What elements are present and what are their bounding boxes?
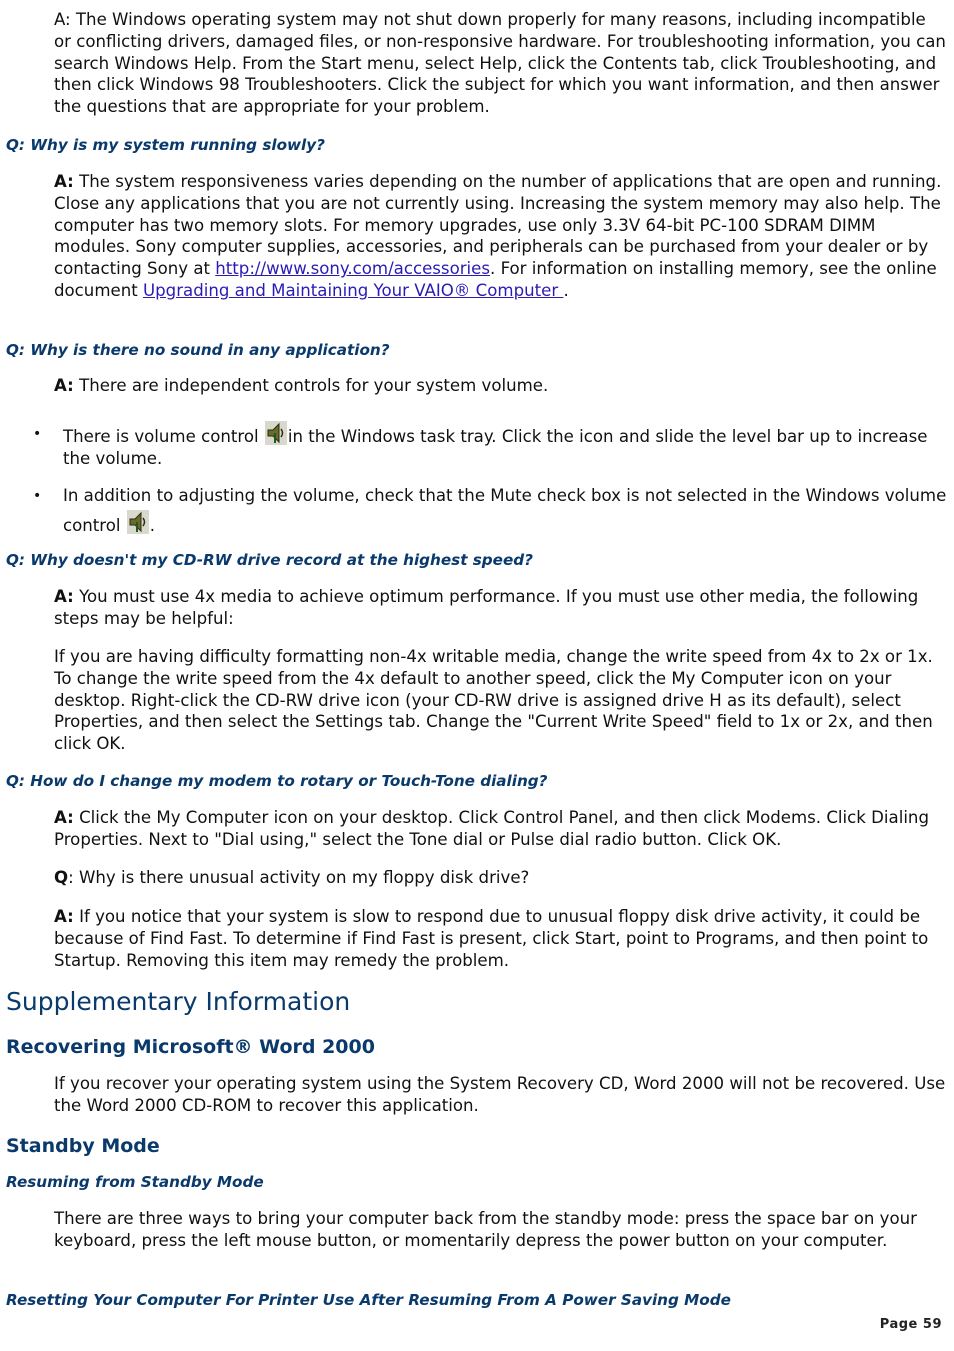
answer-sound <box>54 375 946 397</box>
upgrading-vaio-link[interactable]: Upgrading and Maintaining Your VAIO® Computer <box>143 280 564 300</box>
answer-slow-text: The system responsiveness varies depending on the number of applications that are open and running. Close any applications that you are not currently using. Increasing the system memory may also help. The computer has two memory slots. For memory upgrades, use only 3.3V 64-bit PC-100 SDRAM DIMM modules. Sony computer supplies, accessories, and peripherals can be purchased from your dealer or by contacting Sony at <box>54 172 942 279</box>
heading-word-2000: Recovering Microsoft® Word 2000 <box>6 1036 375 1058</box>
subheading-printer-reset: Resetting Your Computer For Printer Use After Resuming From A Power Saving Mode <box>6 1291 731 1309</box>
answer-slow-end: . <box>563 280 569 300</box>
question-floppy <box>54 867 946 889</box>
answer-label: A: <box>54 808 74 827</box>
question-cdrw: Q: Why doesn't my CD-RW drive record at the highest speed? <box>6 551 533 569</box>
bullet1-text-a: There is volume control <box>63 427 264 446</box>
bullet2-text-a: In addition to adjusting the volume, check that the Mute check box is not selected in the Windows volume control <box>63 486 947 535</box>
bullet2-text-b: . <box>149 516 156 535</box>
answer-label: A: <box>54 587 74 606</box>
bullet-volume-tray <box>63 421 947 470</box>
answer-floppy <box>54 906 946 971</box>
answer-label: A: <box>54 172 74 191</box>
answer-modem <box>54 807 946 851</box>
answer-cdrw-text: You must use 4x media to achieve optimum performance. If you must use other media, the following steps may be helpful: <box>54 587 919 628</box>
answer-cdrw <box>54 586 946 630</box>
bullet-mute-check <box>63 482 947 540</box>
speaker-volume-icon[interactable] <box>265 421 287 445</box>
subheading-resume-standby: Resuming from Standby Mode <box>6 1173 264 1191</box>
bullet-dot: • <box>33 488 42 504</box>
answer-floppy-text: If you notice that your system is slow to respond due to unusual floppy disk drive activity, it could be because of Find Fast. To determine if Find Fast is present, click Start, point to Programs, and then point to Startup. Removing this item may remedy the problem. <box>54 907 929 970</box>
answer-modem-text: Click the My Computer icon on your desktop. Click Control Panel, and then click Modems. Click Dialing Properties. Next to "Dial using," select the Tone dial or Pulse dial radio button. Click OK. <box>54 808 929 849</box>
intro-answer: A: The Windows operating system may not shut down properly for many reasons, including incompatible or conflicting drivers, damaged files, or non-responsive hardware. For troubleshooting information, you can search Windows Help. From the Start menu, select Help, click the Contents tab, click Troubleshooting, and then click Windows 98 Troubleshooters. Click the subject for which you want information, and then answer the questions that are appropriate for your problem. <box>54 10 946 117</box>
heading-standby: Standby Mode <box>6 1135 160 1157</box>
question-sound: Q: Why is there no sound in any application? <box>6 341 390 359</box>
word-paragraph: If you recover your operating system using the System Recovery CD, Word 2000 will not be recovered. Use the Word 2000 CD-ROM to recover this application. <box>54 1074 946 1115</box>
speaker-volume-icon[interactable] <box>127 510 149 534</box>
resume-paragraph: There are three ways to bring your computer back from the standby mode: press the space bar on your keyboard, press the left mouse button, or momentarily depress the power button on your computer. <box>54 1209 917 1250</box>
answer-slow <box>54 171 946 302</box>
question-floppy-text: : Why is there unusual activity on my floppy disk drive? <box>68 868 530 887</box>
bullet-dot: • <box>33 426 42 442</box>
question-modem: Q: How do I change my modem to rotary or Touch-Tone dialing? <box>6 772 548 790</box>
answer-sound-text: There are independent controls for your system volume. <box>73 376 549 395</box>
bullet1-text-b: in the Windows task tray. Click the icon and slide the level bar up to increase the volume. <box>63 427 928 468</box>
sony-accessories-link[interactable]: http://www.sony.com/accessories <box>215 259 491 279</box>
answer-slow-mid: . For information on installing memory, see the online document <box>54 259 937 300</box>
heading-supplementary: Supplementary Information <box>6 987 351 1016</box>
question-slow: Q: Why is my system running slowly? <box>6 136 325 154</box>
cdrw-steps-paragraph: If you are having difficulty formatting non-4x writable media, change the write speed from 4x to 2x or 1x. To change the write speed from the 4x default to another speed, click the My Computer icon on your desktop. Right-click the CD-RW drive icon (your CD-RW drive is assigned drive H as its default), select Properties, and then select the Settings tab. Change the "Current Write Speed" field to 1x or 2x, and then click OK. <box>54 647 933 754</box>
question-label: Q <box>54 868 69 887</box>
answer-label: A: <box>54 907 74 926</box>
page-number: Page 59 <box>879 1317 942 1332</box>
answer-label: A: <box>54 376 74 395</box>
